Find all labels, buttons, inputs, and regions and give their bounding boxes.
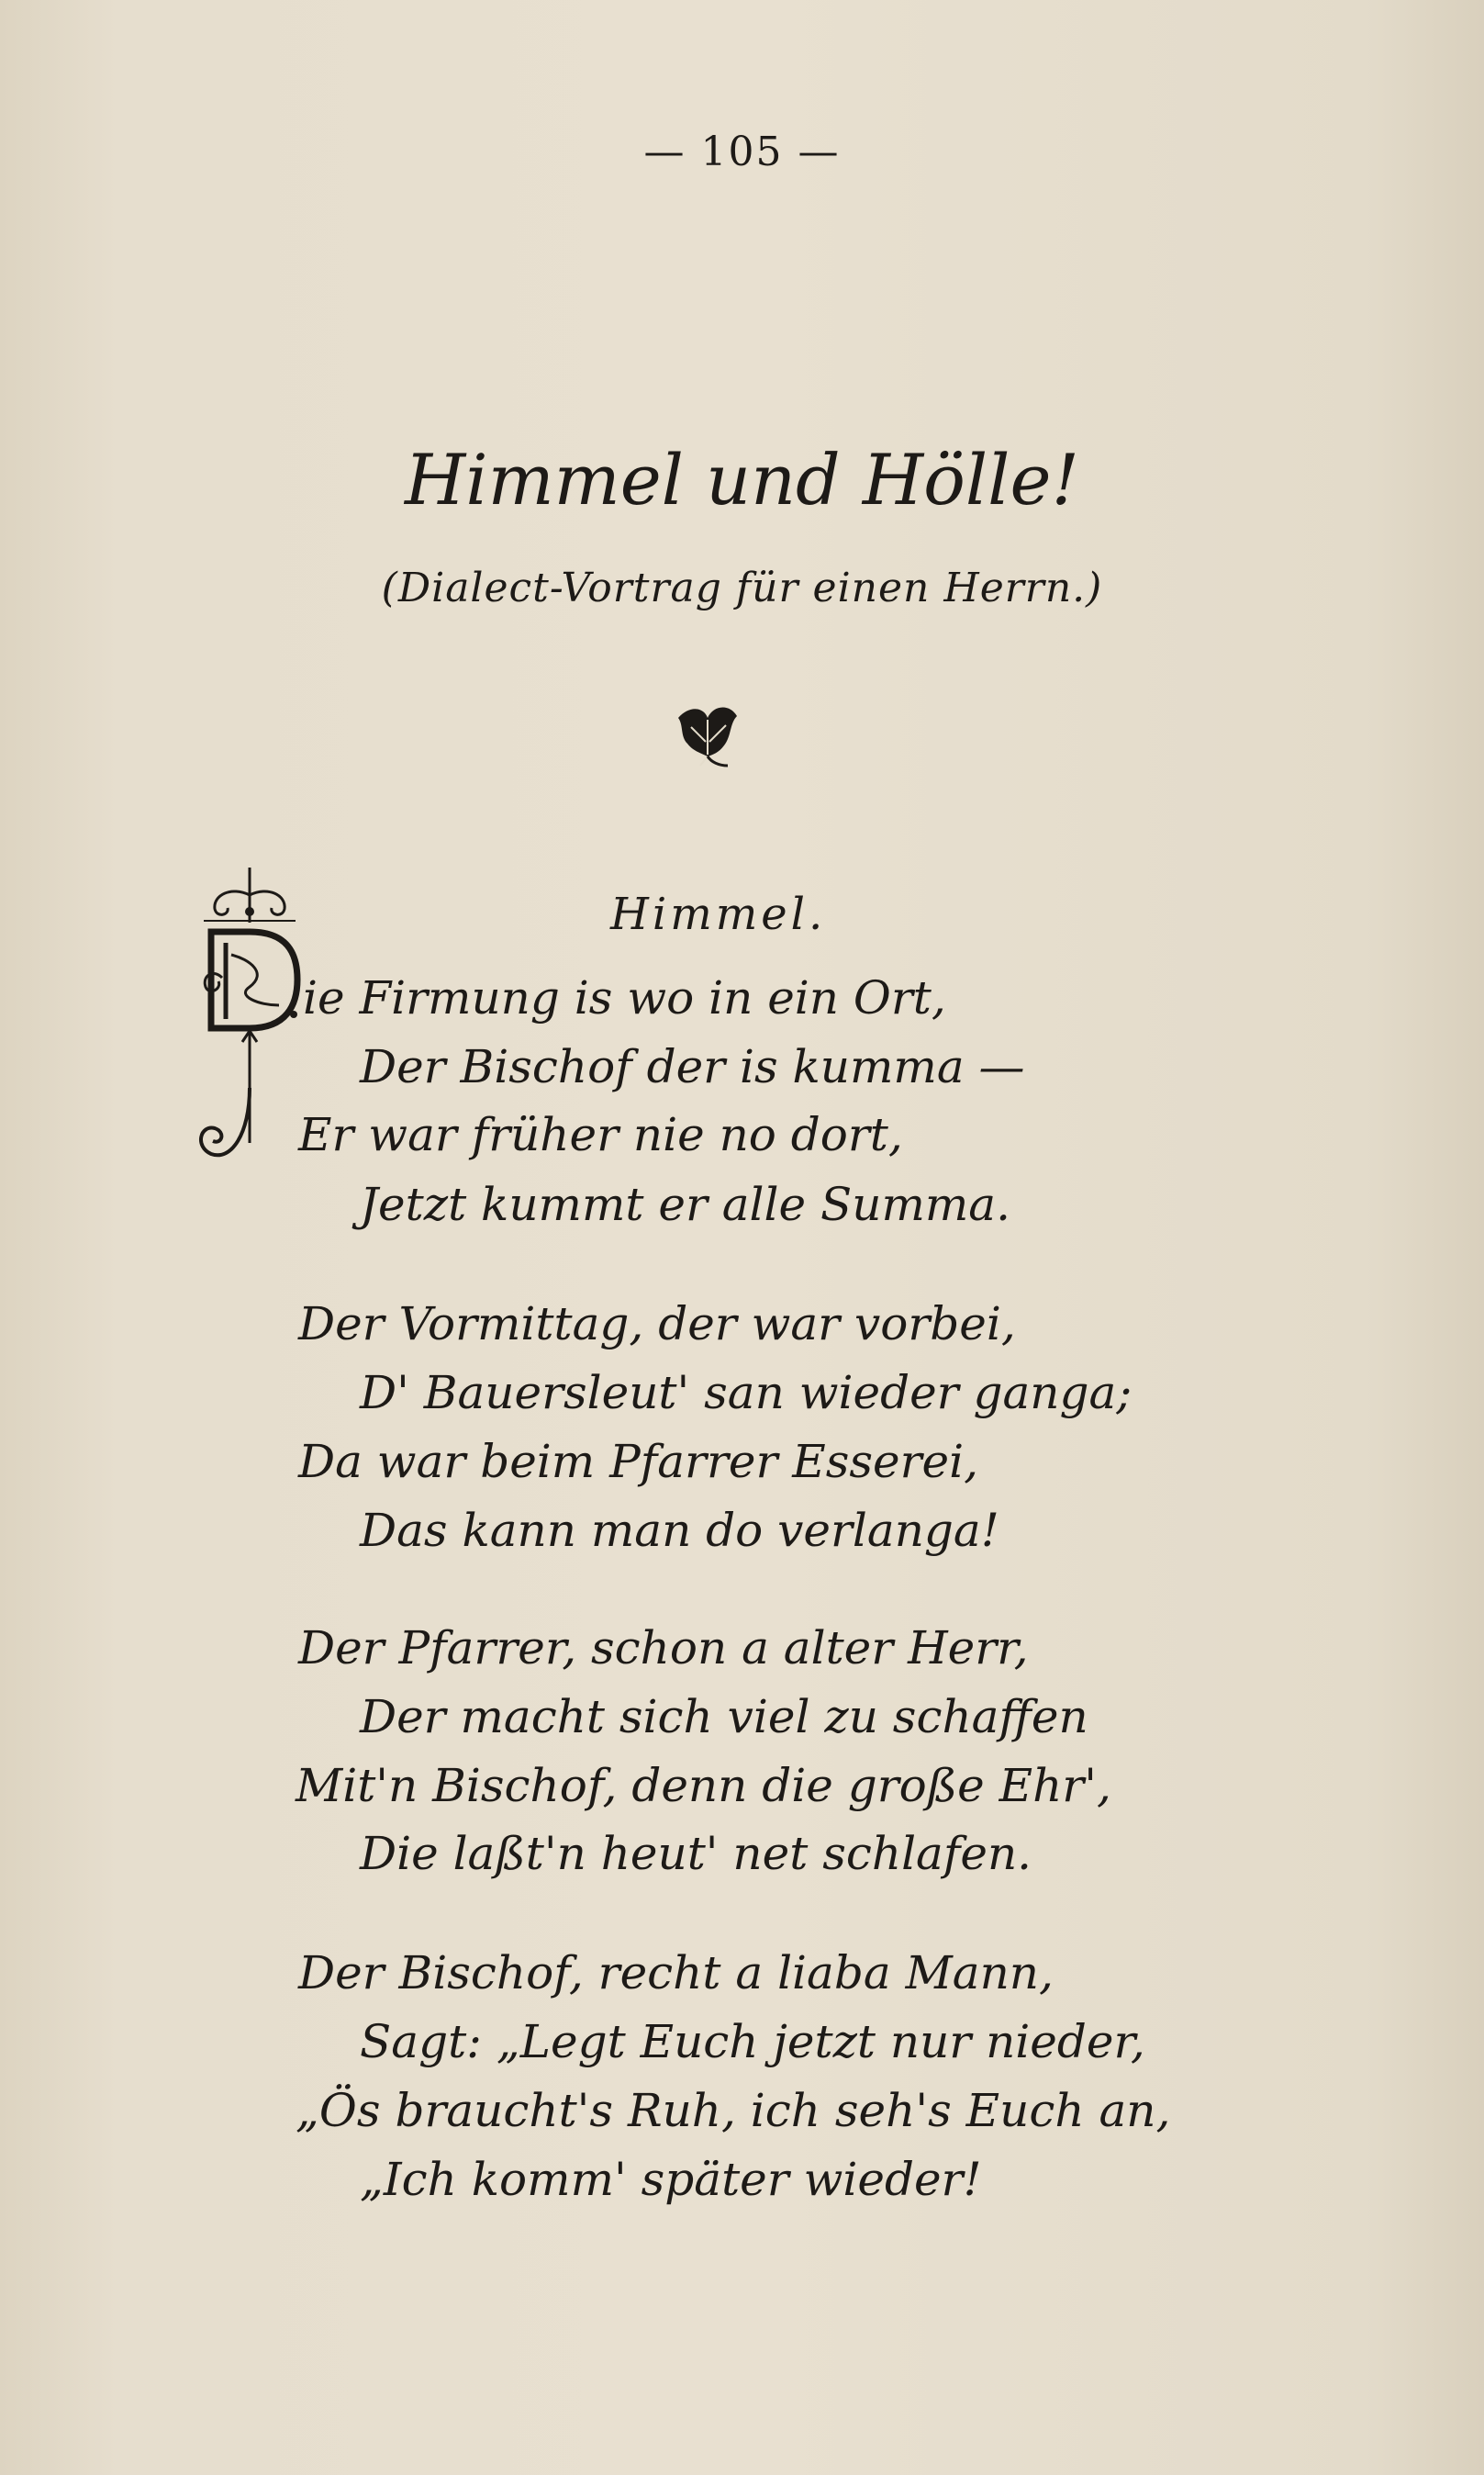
poem-line: Der Bischof, recht a liaba Mann, [298,1946,1054,1999]
poem-line: „Ös braucht's Ruh, ich seh's Euch an, [296,2084,1171,2137]
poem-line: Der Vormittag, der war vorbei, [298,1297,1016,1350]
poem-line: Der Pfarrer, schon a alter Herr, [298,1621,1029,1674]
page-number: — 105 — [643,129,841,175]
poem-line: D' Bauersleut' san wieder ganga; [360,1366,1133,1419]
poem-line: Der Bischof der is kumma — [360,1040,1025,1093]
poem-line: Der macht sich viel zu schaffen [360,1690,1088,1743]
poem-title: Himmel und Hölle! [404,439,1080,521]
poem-line: Da war beim Pfarrer Esserei, [298,1435,979,1488]
poem-line: „Ich komm' später wieder! [360,2153,982,2206]
poem-line: Er war früher nie no dort, [298,1108,903,1161]
poem-line: Jetzt kummt er alle Summa. [360,1178,1011,1231]
poem-line: ie Firmung is wo in ein Ort, [303,971,946,1025]
decorative-initial-d-icon [195,868,305,1184]
poem-line: Die laßt'n heut' net schlafen. [360,1827,1032,1880]
poem-line: Das kann man do verlanga! [360,1504,999,1557]
leaf-ornament-icon [673,700,742,769]
poem-line: Mit'n Bischof, denn die große Ehr', [296,1759,1111,1812]
poem-line: Sagt: „Legt Euch jetzt nur nieder, [360,2015,1145,2068]
poem-subtitle: (Dialect-Vortrag für einen Herrn.) [381,565,1103,611]
section-title: Himmel. [610,889,827,940]
